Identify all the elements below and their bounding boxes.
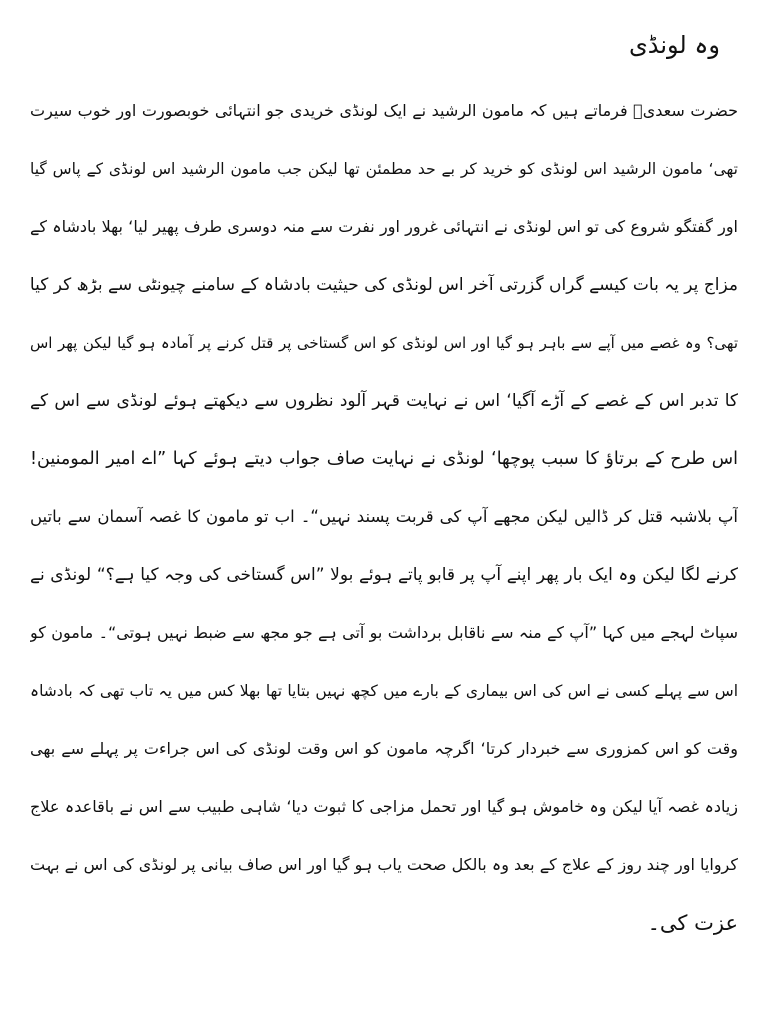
story-body <box>30 82 738 952</box>
text-line: وقت کو اس کمزوری سے خبردار کرتا‘ اگرچہ مامون کو اس وقت لونڈی کی اس جراءت پر پہلے سے بھی <box>30 739 738 758</box>
text-line: اور گفتگو شروع کی تو اس لونڈی نے انتہائی غرور اور نفرت سے منہ دوسری طرف پھیر لیا‘ بھلا بادشاہ کے <box>30 217 738 236</box>
text-line: عزت کی۔ <box>647 911 738 935</box>
text-line: اس سے پہلے کسی نے اس کی اس بیماری کے بارے میں کچھ نہیں بتایا تھا بھلا کس میں یہ تاب تھی کہ بادشاہ <box>30 682 738 700</box>
text-line: کرنے لگا لیکن وہ ایک بار پھر اپنے آپ پر قابو پاتے ہوئے بولا ”اس گستاخی کی وجہ کیا ہے؟“ لونڈی نے <box>30 565 738 585</box>
text-line: زیادہ غصہ آیا لیکن وہ خاموش ہو گیا اور تحمل مزاجی کا ثبوت دیا‘ شاہی طبیب سے اس نے باقاعدہ علاج <box>30 797 738 816</box>
text-line: مزاج پر یہ بات کیسے گراں گزرتی آخر اس لونڈی کی حیثیت بادشاہ کے سامنے چیونٹی سے بڑھ کر کیا <box>30 275 738 295</box>
text-line: حضرت سعدیؒ فرماتے ہیں کہ مامون الرشید نے ایک لونڈی خریدی جو انتہائی خوبصورت اور خوب سیرت <box>30 101 738 120</box>
text-line: تھی‘ مامون الرشید اس لونڈی کو خرید کر بے حد مطمئن تھا لیکن جب مامون الرشید اس لونڈی کے پاس گیا <box>30 160 738 178</box>
text-line: اس طرح کے برتاؤ کا سبب پوچھا‘ لونڈی نے نہایت صاف جواب دیتے ہوئے کہا ”اے امیر المومنین! <box>30 449 738 469</box>
text-line: سپاٹ لہجے میں کہا ”آپ کے منہ سے ناقابل برداشت بو آتی ہے جو مجھ سے ضبط نہیں ہوتی“۔ مامون کو <box>30 623 738 642</box>
text-line: تھی؟ وہ غصے میں آپے سے باہر ہو گیا اور اس لونڈی کو اس گستاخی پر قتل کرنے پر آمادہ ہو گیا لیکن پھر اس <box>30 334 738 352</box>
story-title: وہ لونڈی <box>628 31 720 59</box>
text-line: کروایا اور چند روز کے علاج کے بعد وہ بالکل صحت یاب ہو گیا اور اس صاف بیانی پر لونڈی کی اس نے بہت <box>30 855 738 874</box>
text-line: آپ بلاشبہ قتل کر ڈالیں لیکن مجھے آپ کی قربت پسند نہیں“۔ اب تو مامون کا غصہ آسمان سے باتیں <box>30 507 738 526</box>
text-line: کا تدبر اس کے غصے کے آڑے آگیا‘ اس نے نہایت قہر آلود نظروں سے دیکھتے ہوئے لونڈی سے اس کے <box>30 391 738 411</box>
